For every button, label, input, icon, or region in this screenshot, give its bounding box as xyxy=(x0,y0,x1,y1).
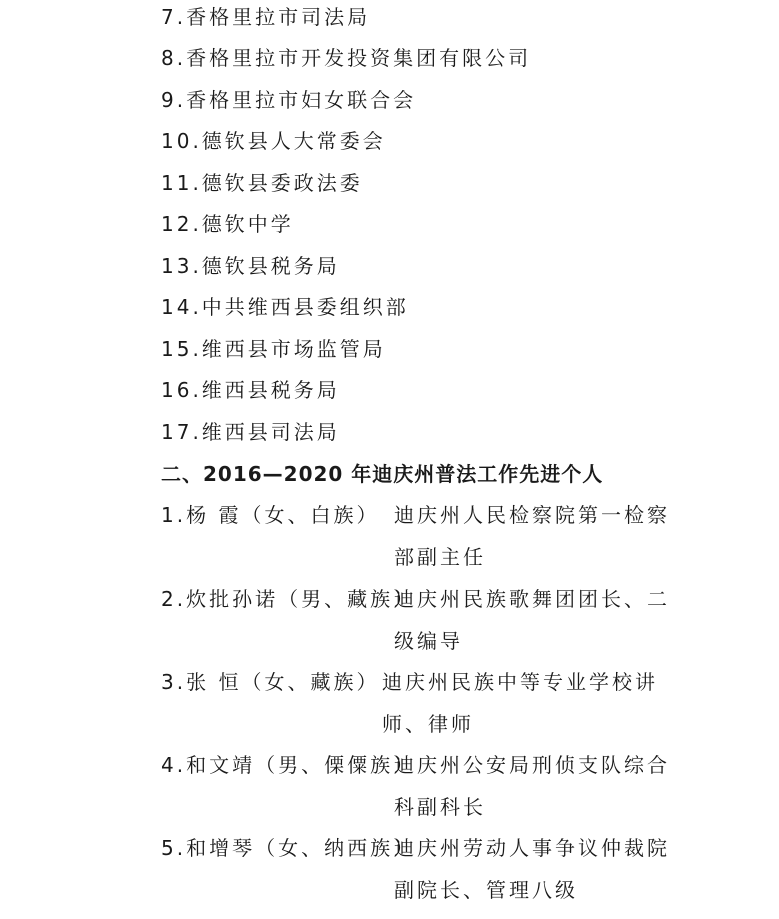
org-item-13: 13.德钦县税务局 xyxy=(161,254,340,278)
individual-entry-5 xyxy=(0,835,779,919)
individual-name: 5.和增琴（女、纳西族） xyxy=(161,836,417,860)
org-item-15: 15.维西县市场监管局 xyxy=(161,337,386,361)
org-item-14: 14.中共维西县委组织部 xyxy=(161,295,409,319)
individual-entry-2 xyxy=(0,586,779,670)
org-item-9: 9.香格里拉市妇女联合会 xyxy=(161,88,417,112)
org-item-10: 10.德钦县人大常委会 xyxy=(161,129,386,153)
individual-entry-3 xyxy=(0,669,779,753)
org-item-11: 11.德钦县委政法委 xyxy=(161,171,363,195)
individual-name: 4.和文靖（男、傈僳族） xyxy=(161,753,417,777)
org-item-16: 16.维西县税务局 xyxy=(161,378,340,402)
individual-name: 3.张 恒（女、藏族） xyxy=(161,670,380,694)
individual-role: 迪庆州民族歌舞团团长、二级编导 xyxy=(394,587,670,653)
org-item-7: 7.香格里拉市司法局 xyxy=(161,5,371,29)
individual-entry-4 xyxy=(0,752,779,836)
individual-role: 迪庆州人民检察院第一检察部副主任 xyxy=(394,503,670,569)
org-item-8: 8.香格里拉市开发投资集团有限公司 xyxy=(161,46,532,70)
section-heading: 二、2016—2020 年迪庆州普法工作先进个人 xyxy=(161,462,604,486)
individual-name: 1.杨 霞（女、白族） xyxy=(161,503,380,527)
individual-role: 迪庆州劳动人事争议仲裁院副院长、管理八级 xyxy=(394,836,670,902)
individual-entry-1 xyxy=(0,502,779,586)
org-item-17: 17.维西县司法局 xyxy=(161,420,340,444)
individual-role: 迪庆州民族中等专业学校讲师、律师 xyxy=(382,670,658,736)
individual-name: 2.炊批孙诺（男、藏族） xyxy=(161,587,417,611)
org-item-12: 12.德钦中学 xyxy=(161,212,294,236)
individual-role: 迪庆州公安局刑侦支队综合科副科长 xyxy=(394,753,670,819)
